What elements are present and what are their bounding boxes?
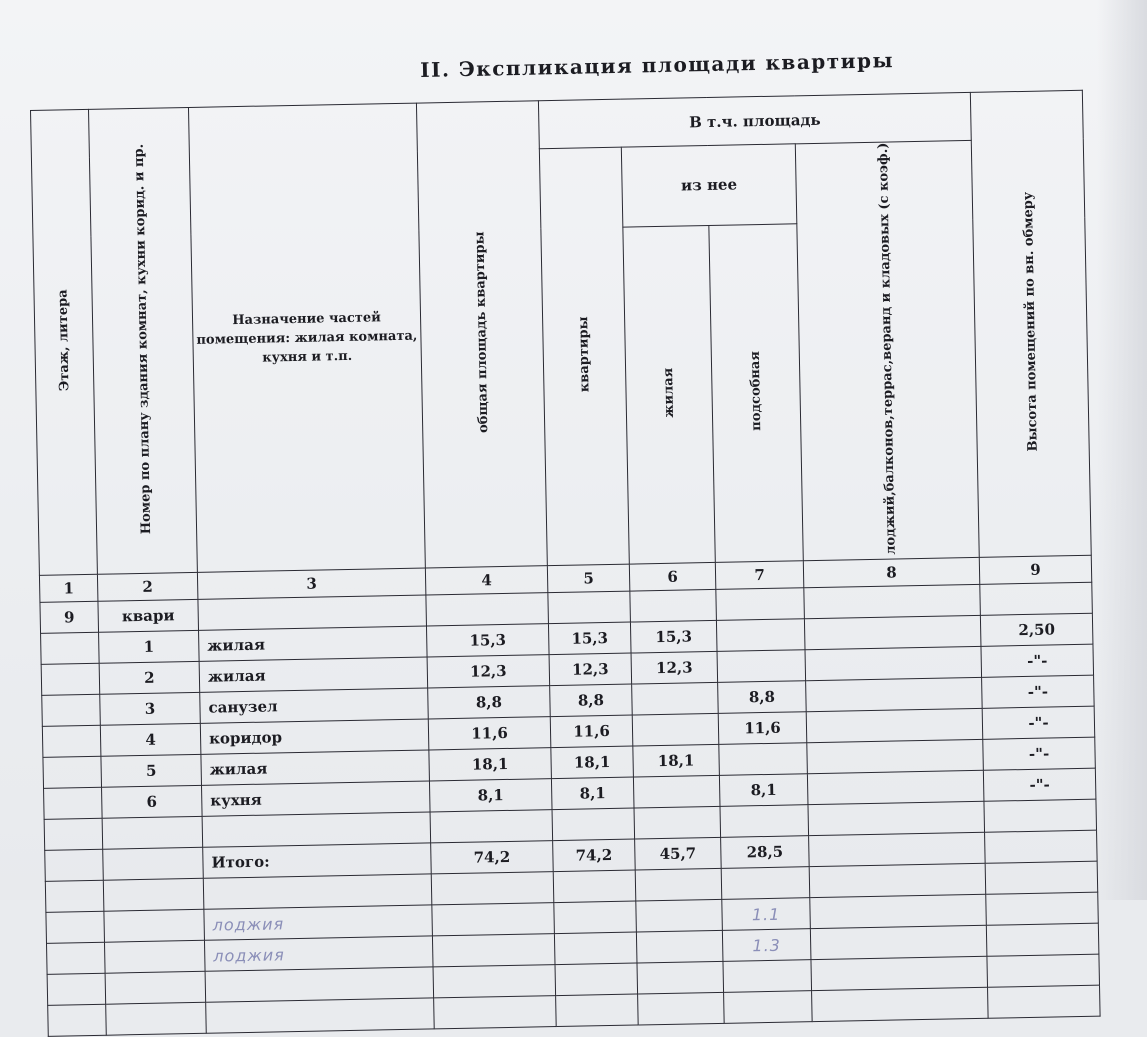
col-number: 2 xyxy=(97,573,197,602)
col-number: 7 xyxy=(715,561,804,590)
floor-label: квари xyxy=(98,600,199,633)
totals-auxiliary-area: 28,5 xyxy=(721,836,810,869)
totals-apartment-area: 74,2 xyxy=(553,839,636,872)
handwritten-name: лоджия xyxy=(204,905,433,940)
col-number: 6 xyxy=(629,563,716,592)
document-title: II. Экспликация площади квартиры xyxy=(420,48,895,82)
table-row: 2 жилая 12,3 12,3 12,3 -"- xyxy=(41,644,1093,695)
totals-total-area: 74,2 xyxy=(431,841,554,874)
col-number: 1 xyxy=(39,574,98,602)
col-number: 9 xyxy=(979,555,1091,584)
col-number: 4 xyxy=(425,566,547,595)
header-auxiliary: подсобная xyxy=(709,223,803,562)
header-group-area: В т.ч. площадь xyxy=(538,92,971,148)
header-loggias: лоджий,балконов,террас,веранд и кладовых (с коэф.) xyxy=(795,140,979,560)
table-row: 5 жилая 18,1 18,1 18,1 -"- xyxy=(43,737,1095,788)
table-row: 3 санузел 8,8 8,8 8,8 -"- xyxy=(42,675,1094,726)
col-number: 3 xyxy=(197,568,425,599)
table-row: 4 коридор 11,6 11,6 11,6 -"- xyxy=(42,706,1094,757)
totals-label: Итого: xyxy=(203,843,432,878)
header-purpose: Назначение частей помещения: жилая комната, кухня и т.п. xyxy=(188,103,425,572)
header-apartment: квартиры xyxy=(539,147,629,566)
col-number: 5 xyxy=(547,564,630,593)
header-total-area: общая площадь квартиры xyxy=(416,101,547,568)
explication-table xyxy=(30,90,1101,1037)
handwritten-name: лоджия xyxy=(204,936,433,971)
header-room-number: Номер по плану здания комнат, кухни корид. и пр. xyxy=(88,107,197,574)
totals-living-area: 45,7 xyxy=(635,838,722,871)
header-floor: Этаж, литера xyxy=(31,109,98,575)
col-number: 8 xyxy=(803,558,980,588)
header-height: Высота помещений по вн. обмеру xyxy=(970,90,1091,557)
explication-table-wrap xyxy=(30,90,1105,966)
header-living: жилая xyxy=(623,225,715,564)
handwritten-value: 1.1 xyxy=(722,898,811,931)
page-edge-shadow xyxy=(1097,0,1147,900)
handwritten-value: 1.3 xyxy=(722,929,811,962)
table-row: 6 кухня 8,1 8,1 8,1 -"- xyxy=(44,768,1096,819)
table-row: 1 жилая 15,3 15,3 15,3 2,50 xyxy=(41,613,1093,664)
header-of-which: из нее xyxy=(621,144,796,227)
floor-number: 9 xyxy=(40,601,99,633)
